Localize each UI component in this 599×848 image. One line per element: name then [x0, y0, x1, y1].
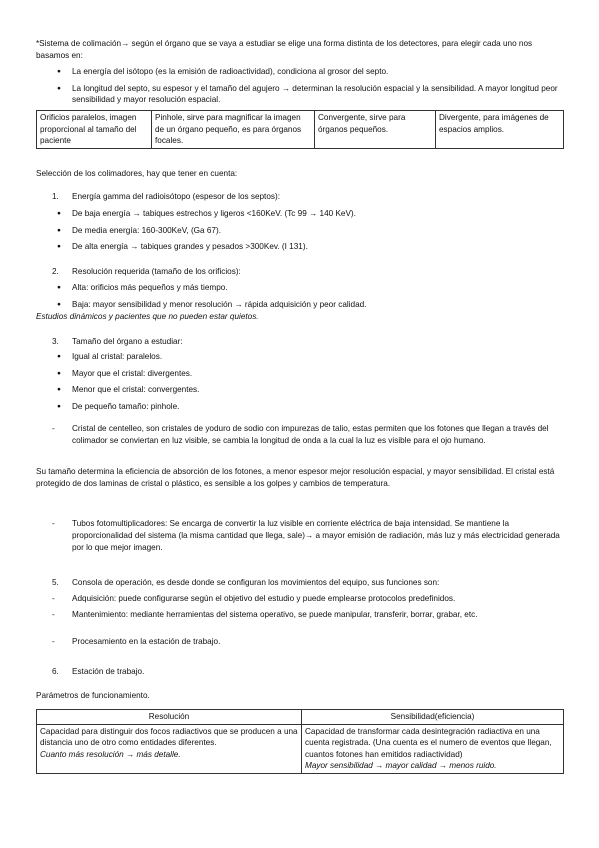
list-item: ● De pequeño tamaño: pinhole. — [36, 401, 564, 413]
intro-bullet: ● La longitud del septo, su espesor y el tamaño del agujero → determinan la resolución espacial y la sensibilidad. A mayor longitud peor sensibilidad y mayor resolución espacial. — [36, 83, 564, 106]
dash-marker: - — [52, 424, 55, 433]
italic-note: Estudios dinámicos y pacientes que no pueden estar quietos. — [36, 312, 259, 321]
list-number: 1. — [52, 192, 59, 201]
intro-bullet: ● La energía del isótopo (es la emisión de radioactividad), condiciona al grosor del septo. — [36, 66, 564, 78]
dash-marker: - — [52, 519, 55, 528]
resolution-bullet-list — [36, 282, 564, 310]
table-cell: Convergente, sirve para órganos pequeños. — [315, 111, 436, 149]
cell-italic-text: Mayor sensibilidad → mayor calidad → menos ruido. — [305, 761, 497, 770]
table-row — [37, 724, 564, 773]
crystal-size-paragraph: Su tamaño determina la eficiencia de absorción de los fotones, a menor espesor mejor resolución espacial, y mayor sensibilidad. El cristal está protegido de dos laminas de cristal o plástico, es sensible a los golpes y cambios de temperatura. — [36, 467, 555, 488]
table-cell — [302, 724, 564, 773]
dash-marker: - — [52, 594, 55, 603]
list-number: 3. — [52, 337, 59, 346]
list-item-label: Tamaño del órgano a estudiar: — [72, 337, 183, 346]
cell-text: Capacidad de transformar cada desintegración radiactiva en una cuenta registrada. (Una cuenta es el numero de eventos que llegan, cuantos fotones han emitidos radiactividad) — [305, 726, 552, 759]
table-cell: Divergente, para imágenes de espacios amplios. — [436, 111, 564, 149]
parameters-title: Parámetros de funcionamiento. — [36, 691, 150, 700]
organ-size-bullet-list — [36, 351, 564, 412]
list-item-label: Energía gamma del radioisótopo (espesor de los septos): — [72, 192, 280, 201]
cell-italic-text: Cuanto más resolución → más detalle. — [40, 749, 181, 759]
table-cell: Pinhole, sirve para magnificar la imagen de un órgano pequeño, es para órganos focales. — [152, 111, 315, 149]
table-cell — [37, 724, 302, 773]
intro-paragraph: *Sistema de colimación→ según el órgano que se vaya a estudiar se elige una forma distinta de los detectores, para elegir cada uno nos basamos en: — [36, 39, 533, 60]
dash-marker: - — [52, 637, 55, 646]
list-item-label: Estación de trabajo. — [72, 667, 145, 676]
table-header: Sensibilidad(eficiencia) — [302, 710, 564, 725]
table-row — [37, 111, 564, 149]
photomultiplier-paragraph: Tubos fotomultiplicadores: Se encarga de convertir la luz visible en corriente eléctrica de baja intensidad. Se mantiene la proporcionalidad del sistema (la misma cantidad que llega, sale)→ a mayor emisión de radiación, más luz y más electricidad generada por lo que mejor imagen. — [72, 519, 560, 552]
list-item: ● De media energía: 160-300KeV, (Ga 67). — [36, 225, 564, 237]
list-number: 2. — [52, 267, 59, 276]
cell-text: Capacidad para distinguir dos focos radiactivos que se producen a una distancia uno de otro como entidades diferentes. — [40, 726, 298, 747]
selection-title: Selección de los colimadores, hay que tener en cuenta: — [36, 169, 238, 178]
crystal-paragraph: Cristal de centelleo, son cristales de yoduro de sodio con impurezas de talio, estas permiten que los fotones que llegan a través del colimador se conviertan en luz visible, se cambia la longitud de onda a la cual la luz es visible para el ojo humano. — [72, 424, 549, 445]
list-item: ● De baja energía → tabiques estrechos y ligeros <160KeV. (Tc 99 → 140 KeV). — [36, 208, 564, 220]
list-item: Adquisición: puede configurarse según el objetivo del estudio y puede emplearse protocolos predefinidos. — [72, 594, 456, 603]
list-number: 5. — [52, 578, 59, 587]
list-item: ● Menor que el cristal: convergentes. — [36, 384, 564, 396]
list-item-label: Consola de operación, es desde donde se configuran los movimientos del equipo, sus funciones son: — [72, 578, 440, 587]
table-row — [37, 710, 564, 725]
parameters-table — [36, 709, 564, 774]
list-item: Procesamiento en la estación de trabajo. — [72, 637, 221, 646]
energy-bullet-list — [36, 208, 564, 253]
list-item: ● Baja: mayor sensibilidad y menor resolución → rápida adquisición y peor calidad. — [36, 299, 564, 311]
list-item: ● Mayor que el cristal: divergentes. — [36, 368, 564, 380]
intro-bullet-list — [36, 66, 564, 106]
dash-marker: - — [52, 610, 55, 619]
list-item: Mantenimiento: mediante herramientas del sistema operativo, se puede manipular, transferir, borrar, grabar, etc. — [72, 610, 478, 619]
table-header: Resolución — [37, 710, 302, 725]
list-number: 6. — [52, 667, 59, 676]
table-cell: Orificios paralelos, imagen proporcional al tamaño del paciente — [37, 111, 152, 149]
list-item: ● Alta: orificios más pequeños y más tiempo. — [36, 282, 564, 294]
collimator-types-table — [36, 110, 564, 149]
list-item-label: Resolución requerida (tamaño de los orificios): — [72, 267, 241, 276]
list-item: ● De alta energía → tabiques grandes y pesados >300Kev. (I 131). — [36, 241, 564, 253]
list-item: ● Igual al cristal: paralelos. — [36, 351, 564, 363]
